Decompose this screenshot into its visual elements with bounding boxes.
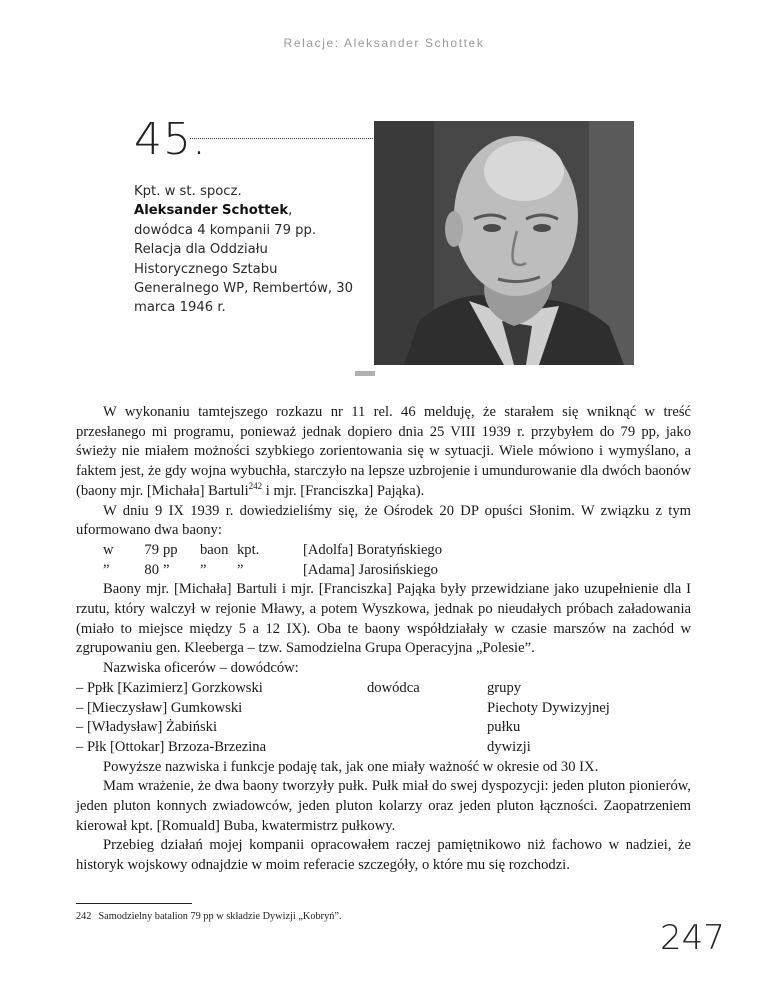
paragraph-6: Mam wrażenie, że dwa baony tworzyły pułk. Pułk miał do swej dyspozycji: jeden pluton pionierów, jeden pluton konnych zwiadowców, jeden pluton kolarzy oraz jeden pluton łączności. Zaopatrzeniem kierował kpt. [Romuald] Buba, kwatermistrz pułkowy. xyxy=(76,778,691,834)
paragraph-4: Nazwiska oficerów – dowódców: xyxy=(103,660,299,677)
portrait-photo-drawing xyxy=(374,121,634,365)
page-number: 247 xyxy=(660,918,725,958)
officer-row xyxy=(76,699,691,719)
baon-cell: pp xyxy=(163,541,178,558)
paragraph-2: W dniu 9 IX 1939 r. dowiedzieliśmy się, że Ośrodek 20 DP opuści Słonim. W związku z tym uformowano dwa baony: xyxy=(76,502,691,539)
officer-row xyxy=(76,679,691,699)
baon-cell: ” xyxy=(200,561,207,578)
officer-unit: dywizji xyxy=(487,738,531,755)
officer-row xyxy=(76,718,691,738)
body-text xyxy=(76,403,691,876)
paragraph-1 xyxy=(76,403,691,502)
baon-cell: 80 xyxy=(144,561,159,578)
footnote-ref: 242 xyxy=(248,480,263,491)
baon-cell: ” xyxy=(237,561,244,578)
intro-rank: Kpt. w st. spocz. xyxy=(134,184,242,199)
baon-cell: [Adolfa] Boratyńskiego xyxy=(303,541,443,558)
baon-cell: [Adama] Jarosińskiego xyxy=(303,561,438,578)
footnote xyxy=(76,910,342,923)
baon-cell: ” xyxy=(103,561,110,578)
officer-name: – [Mieczysław] Gumkowski xyxy=(76,699,243,716)
officer-name: – [Władysław] Żabiński xyxy=(76,719,218,736)
baon-cell: 79 xyxy=(144,541,159,558)
intro-description: , dowódca 4 kompanii 79 pp. Relacja dla Oddziału Historycznego Sztabu Generalnego WP, Rembertów, 30 marca 1946 r. xyxy=(134,203,354,316)
baon-row xyxy=(76,561,691,581)
officer-row xyxy=(76,738,691,758)
paragraph-1-text: W wykonaniu tamtejszego rozkazu nr 11 rel. 46 melduję, że starałem się wniknąć w treść przesłanego mi programu, ponieważ jednak dopiero dnia 25 VIII 1939 r. przybyłem do 79 pp, jako świeży nie miałem możności szybkiego zorientowania się w sytuacji. Wiele mówiono i wymyślano, a faktem jest, że gdy wojna wybuchła, starczyło na lepsze uzbrojenie i umundurowanie dla dwóch baonów (baony mjr. [Michała] Bartuli xyxy=(76,404,691,499)
running-header: Relacje: Aleksander Schottek xyxy=(283,36,485,50)
baon-cell: w xyxy=(103,541,114,558)
paragraph-1-end: i mjr. [Franciszka] Pająka). xyxy=(262,482,425,499)
chapter-number: 45. xyxy=(134,114,207,165)
paragraph-3: Baony mjr. [Michała] Bartuli i mjr. [Franciszka] Pająka były przewidziane jako uzupełnienie dla I rzutu, który walczył w rejonie Mławy, a potem Wyszkowa, jednak po nieudałych próbach załadowania (miało to miejsce między 5 a 12 IX). Oba te baony współdziałały w czasie marszów na zachód w zgrupowaniu gen. Kleeberga – tzw. Samodzielna Grupa Operacyjna „Polesie”. xyxy=(76,581,691,657)
officer-unit: grupy xyxy=(487,679,522,696)
baon-cell: baon xyxy=(200,541,229,558)
officer-name: – Ppłk [Kazimierz] Gorzkowski xyxy=(76,679,263,696)
officer-name: – Płk [Ottokar] Brzoza-Brzezina xyxy=(76,738,267,755)
footnote-rule xyxy=(76,903,192,904)
intro-name: Aleksander Schottek xyxy=(134,203,289,219)
officer-unit: Piechoty Dywizyjnej xyxy=(487,699,610,716)
photo-marker xyxy=(355,371,375,376)
portrait-photo xyxy=(374,121,634,365)
baon-cell: kpt. xyxy=(237,541,260,558)
officer-unit: pułku xyxy=(487,719,521,736)
officer-role xyxy=(367,718,487,738)
footnote-text: Samodzielny batalion 79 pp w składzie Dywizji „Kobryń”. xyxy=(98,911,342,922)
chapter-dotted-rule xyxy=(190,138,375,139)
officer-role: dowódca xyxy=(367,679,420,696)
baon-cell: ” xyxy=(163,561,170,578)
officer-role xyxy=(367,699,487,719)
footnote-number: 242 xyxy=(76,911,92,922)
chapter-intro xyxy=(134,182,354,318)
baon-row xyxy=(76,541,691,561)
paragraph-7: Przebieg działań mojej kompanii opracowałem raczej pamiętnikowo niż fachowo w nadziei, że historyk wojskowy odnajdzie w moim referacie szczegóły, o które mu się rozchodzi. xyxy=(76,837,691,874)
officer-role xyxy=(367,738,487,758)
paragraph-5: Powyższe nazwiska i funkcje podaję tak, jak one miały ważność w okresie od 30 IX. xyxy=(103,758,599,775)
